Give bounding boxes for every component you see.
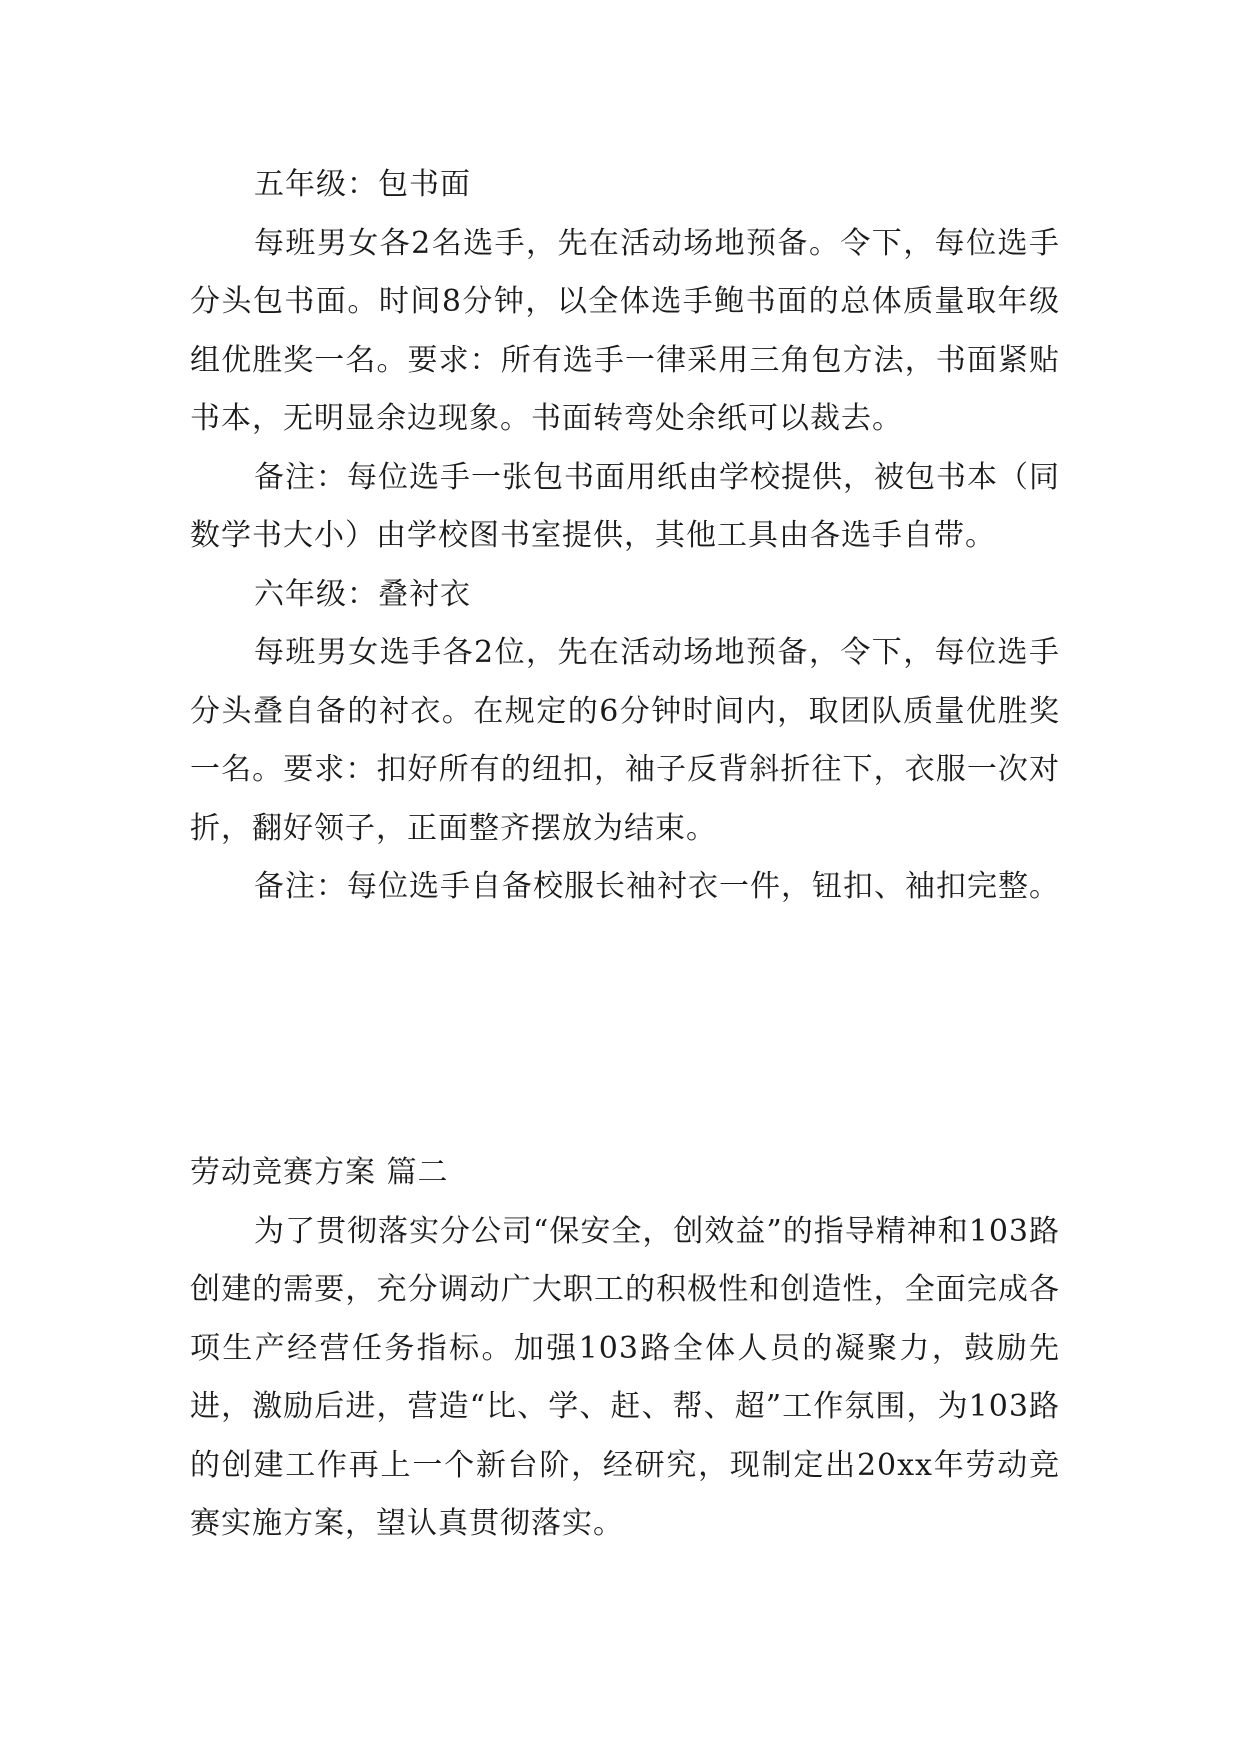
section-two <box>190 1144 1060 1554</box>
grade-six-rules: 每班男女选手各2位，先在活动场地预备，令下，每位选手分头叠自备的衬衣。在规定的6分钟时间内，取团队质量优胜奖一名。要求：扣好所有的纽扣，袖子反背斜折往下，衣服一次对折，翻好领子，正面整齐摆放为结束。 <box>190 635 1060 846</box>
grade-six-title: 六年级：叠衬衣 <box>254 576 471 612</box>
grade-six-note: 备注：每位选手自备校服长袖衬衣一件，钮扣、袖扣完整。 <box>254 869 1060 904</box>
section-two-intro: 为了贯彻落实分公司“保安全，创效益”的指导精神和103路创建的需要，充分调动广大职工的积极性和创造性，全面完成各项生产经营任务指标。加强103路全体人员的凝聚力，鼓励先进，激励后进，营造“比、学、赶、帮、超”工作氛围，为103路的创建工作再上一个新台阶，经研究，现制定出20xx年劳动竞赛实施方案，望认真贯彻落实。 <box>190 1213 1060 1541</box>
section-one <box>190 156 1060 917</box>
grade-five-note: 备注：每位选手一张包书面用纸由学校提供，被包书本（同数学书大小）由学校图书室提供，其他工具由各选手自带。 <box>190 459 1060 553</box>
grade-five-title: 五年级：包书面 <box>254 167 471 202</box>
grade-five-rules: 每班男女各2名选手，先在活动场地预备。令下，每位选手分头包书面。时间8分钟，以全体选手鲍书面的总体质量取年级组优胜奖一名。要求：所有选手一律采用三角包方法，书面紧贴书本，无明显余边现象。书面转弯处余纸可以裁去。 <box>190 225 1060 436</box>
section-two-heading: 劳动竞赛方案 篇二 <box>190 1155 449 1190</box>
